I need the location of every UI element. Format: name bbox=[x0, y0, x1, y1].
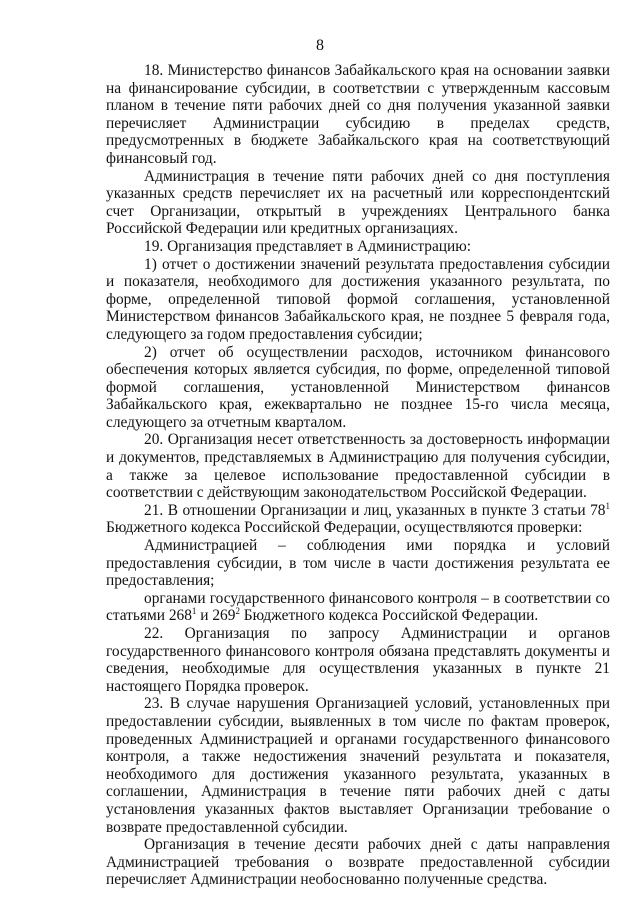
superscript: 2 bbox=[235, 606, 240, 617]
paragraph-21-administration: Администрацией – соблюдения ими порядка и условий предоставления субсидии, в том числе в части достижения результата ее предоставления; bbox=[106, 537, 610, 590]
paragraph-18-transfer: Администрация в течение пяти рабочих дней со дня поступления указанных средств перечисляет их на расчетный или корреспондентский счет Организации, открытый в учреждениях Центрального банка Российской Федерации или кредитных организациях. bbox=[106, 167, 610, 238]
paragraph-23-refund: Организация в течение десяти рабочих дней с даты направления Администрацией требования о возврате предоставленной субсидии перечисляет Администрации необоснованно полученные средства. bbox=[106, 836, 610, 889]
page-number: 8 bbox=[316, 37, 324, 54]
document-body bbox=[106, 62, 610, 889]
paragraph-21 bbox=[106, 502, 610, 537]
paragraph-19-item-2: 2) отчет об осуществлении расходов, источником финансового обеспечения которых является субсидия, по форме, определенной типовой формой соглашения, установленной Министерством финансов Забайкальского края, ежеквартально не позднее 15-го числа месяца, следующего за отчетным кварталом. bbox=[106, 343, 610, 431]
paragraph-19-item-1: 1) отчет о достижении значений результата предоставления субсидии и показателя, необходимого для достижения указанного результата, по форме, определенной типовой формой соглашения, установленной Министерством финансов Забайкальского края, не позднее 5 февраля года, следующего за годом предоставления субсидии; bbox=[106, 255, 610, 343]
paragraph-21-financial-control bbox=[106, 590, 610, 625]
paragraph-21b-text-mid: и 269 bbox=[196, 607, 236, 625]
paragraph-21-text: 21. В отношении Организации и лиц, указанных в пункте 3 статьи 78 bbox=[144, 501, 606, 519]
paragraph-18: 18. Министерство финансов Забайкальского края на основании заявки на финансирование субсидии, в соответствии с утвержденным кассовым планом в течение пяти рабочих дней со дня получения указанной заявки перечисляет Администрации субсидию в пределах средств, предусмотренных в бюджете Забайкальского края на соответствующий финансовый год. bbox=[106, 62, 610, 167]
superscript: 1 bbox=[605, 500, 610, 511]
paragraph-19: 19. Организация представляет в Администрацию: bbox=[144, 237, 472, 255]
paragraph-20: 20. Организация несет ответственность за достоверность информации и документов, представляемых в Администрацию для получения субсидии, а также за целевое использование предоставленной субсидии в соответствии с действующим законодательством Российской Федерации. bbox=[106, 431, 610, 502]
paragraph-21b-text: органами государственного финансового контроля – в соответствии со статьями 268 bbox=[106, 589, 610, 625]
paragraph-23: 23. В случае нарушения Организацией условий, установленных при предоставлении субсидии, выявленных в том числе по фактам проверок, проведенных Администрацией и органами государственного финансового контроля, а также недостижения значений результата и показателя, необходимого для достижения указанного результата, указанных в соглашении, Администрация в течение пяти рабочих дней с даты установления указанных фактов выставляет Организации требование о возврате предоставленной субсидии. bbox=[106, 695, 610, 836]
paragraph-22: 22. Организация по запросу Администрации и органов государственного финансового контроля обязана представлять документы и сведения, необходимые для осуществления указанных в пункте 21 настоящего Порядка проверок. bbox=[106, 625, 610, 695]
paragraph-21b-text-end: Бюджетного кодекса Российской Федерации. bbox=[239, 607, 539, 625]
superscript: 1 bbox=[191, 606, 197, 617]
paragraph-21-text-end: Бюджетного кодекса Российской Федерации, осуществляются проверки: bbox=[106, 519, 583, 537]
